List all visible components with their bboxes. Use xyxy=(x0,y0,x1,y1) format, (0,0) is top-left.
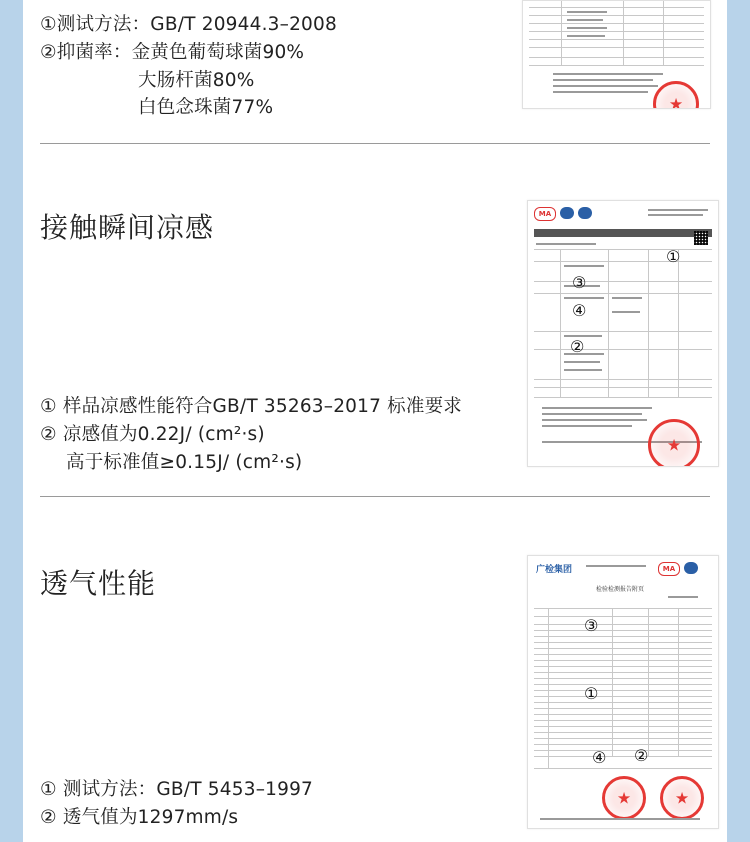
breathability-section-heading: 透气性能 xyxy=(40,567,157,600)
cnas-logo-icon xyxy=(684,562,698,574)
section-divider xyxy=(40,496,710,497)
cooling-standard-line: ① 样品凉感性能符合GB/T 35263–2017 标准要求 xyxy=(40,396,462,417)
seal-stamp xyxy=(648,419,700,467)
breathability-method-line: ① 测试方法：GB/T 5453–1997 xyxy=(40,779,314,800)
callout-1: ① xyxy=(584,684,599,703)
gc-group-logo: 广检集团 xyxy=(536,565,573,575)
antibacterial-report-image xyxy=(522,0,711,109)
test-method-line: ①测试方法：GB/T 20944.3–2008 xyxy=(40,14,337,35)
qr-code-icon xyxy=(694,231,708,245)
seal-stamp xyxy=(660,776,704,820)
cnas-logo-icon xyxy=(560,207,574,219)
ma-logo-icon: MA xyxy=(658,562,680,576)
ma-logo-icon: MA xyxy=(534,207,556,221)
callout-2: ② xyxy=(570,337,585,356)
report-appendix-title: 检验检测报告附页 xyxy=(596,586,645,593)
callout-2: ② xyxy=(634,746,649,765)
seal-stamp xyxy=(602,776,646,820)
callout-4: ④ xyxy=(592,748,607,767)
section-divider xyxy=(40,143,710,144)
callout-3: ③ xyxy=(584,616,599,635)
ilac-logo-icon xyxy=(578,207,592,219)
cooling-report-image xyxy=(527,200,719,467)
cooling-section-heading: 接触瞬间凉感 xyxy=(40,211,215,244)
callout-4: ④ xyxy=(572,301,587,320)
cooling-value-line: ② 凉感值为0.22J/ (cm²·s) xyxy=(40,424,265,445)
callout-1: ① xyxy=(666,247,681,266)
ecoli-rate-line: 大肠杆菌80% xyxy=(138,70,255,91)
candida-rate-line: 白色念珠菌77% xyxy=(138,97,274,118)
cooling-standard-value-line: 高于标准值≥0.15J/ (cm²·s) xyxy=(66,452,303,473)
seal-stamp xyxy=(653,81,699,109)
callout-3: ③ xyxy=(572,273,587,292)
breathability-value-line: ② 透气值为1297mm/s xyxy=(40,807,239,828)
antibacterial-rate-line: ②抑菌率：金黄色葡萄球菌90% xyxy=(40,42,305,63)
breathability-report-image xyxy=(527,555,719,829)
